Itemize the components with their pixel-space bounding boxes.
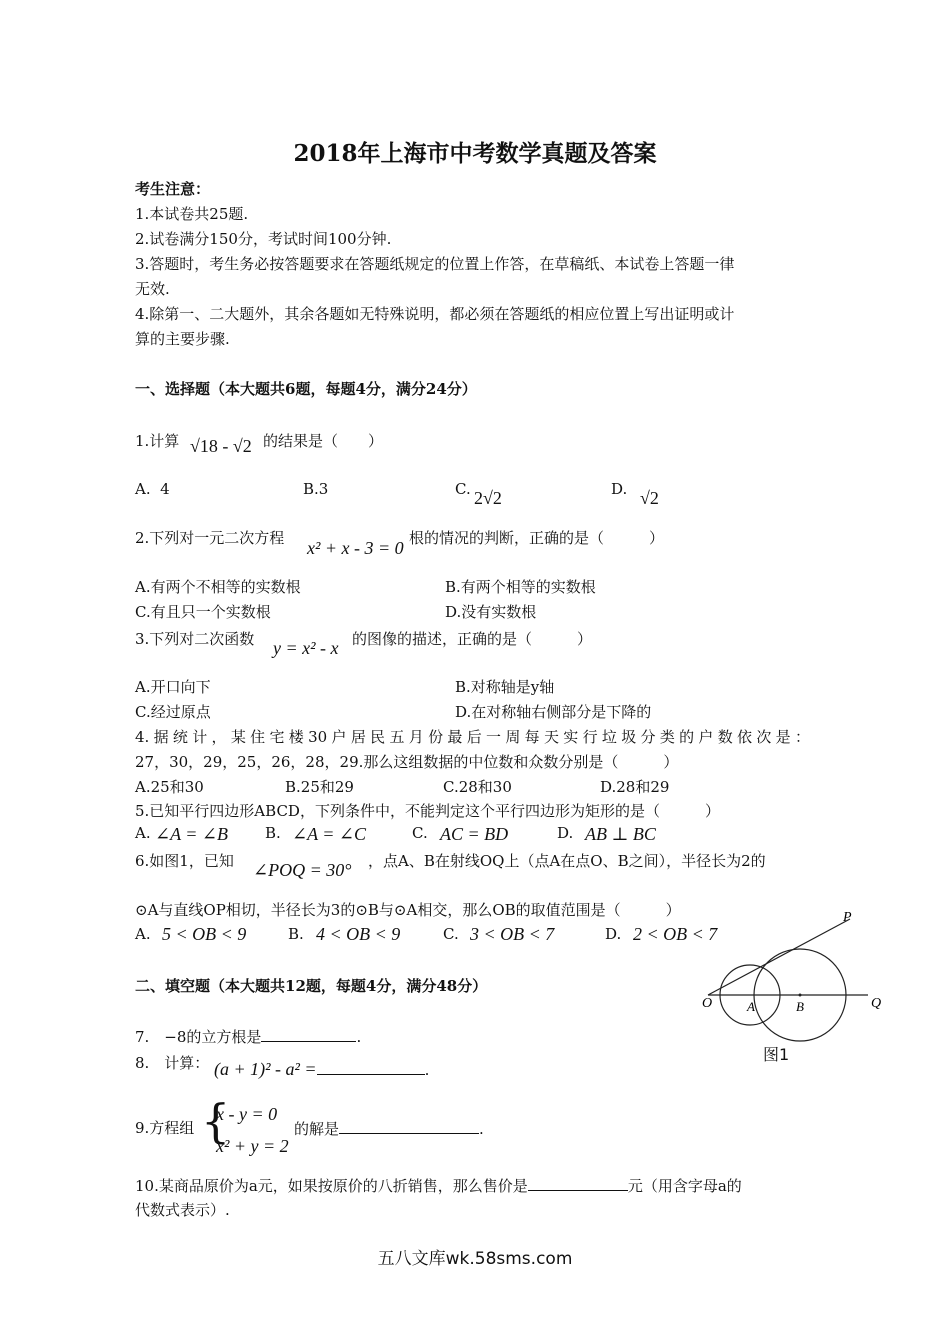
- q9-eq-2: x² + y = 2: [216, 1136, 289, 1156]
- q6-option-b-label: B.: [288, 925, 304, 943]
- q5-option-a: ∠A = ∠B: [155, 824, 228, 844]
- q8-prefix: 8. 计算：: [135, 1054, 210, 1072]
- notice-item-2: 2.试卷满分150分，考试时间100分钟.: [135, 230, 392, 248]
- label-q: Q: [871, 996, 882, 1011]
- q6-suffix: ，点A、B在射线OQ上（点A在点O、B之间），半径长为2的: [368, 852, 766, 870]
- figure-caption: 图1: [763, 1045, 790, 1064]
- q6-prefix: 6.如图1，已知: [135, 852, 234, 870]
- q2-expression: x² + x - 3 = 0: [307, 538, 404, 558]
- q3-option-d: D.在对称轴右侧部分是下降的: [455, 703, 652, 721]
- q2-option-a: A.有两个不相等的实数根: [135, 578, 301, 596]
- q1-expression: √18 - √2: [190, 436, 252, 456]
- q6-option-d: 2 < OB < 7: [633, 924, 718, 944]
- label-b: B: [796, 999, 804, 1014]
- q9-brace: {: [201, 1094, 231, 1148]
- q8-answer: (a + 1)² - a² = .: [214, 1059, 430, 1079]
- q6-option-b: 4 < OB < 9: [316, 924, 401, 944]
- q6-option-a-label: A.: [135, 925, 151, 943]
- q9-eq-1: x - y = 0: [216, 1104, 278, 1124]
- q9-blank: [339, 1117, 479, 1134]
- q4-line-1: 4.据统计，某住宅楼30户居民五月份最后一周每天实行垃圾分类的户数依次是：: [135, 728, 810, 746]
- q5-option-c: AC = BD: [440, 824, 509, 844]
- q7-blank: [261, 1025, 356, 1042]
- q7-text: 7. −8的立方根是 .: [135, 1025, 361, 1047]
- q9-suffix: 的解是 .: [294, 1117, 484, 1139]
- q8-blank: [317, 1058, 425, 1075]
- q2-prefix: 2.下列对一元二次方程: [135, 529, 285, 547]
- q9-prefix: 9.方程组: [135, 1119, 195, 1137]
- q1-option-b: B.3: [303, 480, 329, 498]
- q3-expression: y = x² - x: [273, 638, 339, 658]
- label-o: O: [702, 996, 713, 1011]
- q5-text: 5.已知平行四边形ABCD，下列条件中，不能判定这个平行四边形为矩形的是（ ）: [135, 802, 720, 820]
- q3-option-b: B.对称轴是y轴: [455, 678, 555, 696]
- q4-option-d: D.28和29: [600, 778, 670, 796]
- q3-option-c: C.经过原点: [135, 703, 211, 721]
- notice-item-4-cont: 算的主要步骤.: [135, 330, 230, 348]
- page-title: 2018年上海市中考数学真题及答案: [293, 140, 657, 167]
- q3-prefix: 3.下列对二次函数: [135, 630, 255, 648]
- point-b: [799, 994, 802, 997]
- q2-option-c: C.有且只一个实数根: [135, 603, 271, 621]
- q1-option-c: 2√2: [474, 488, 502, 508]
- q10-line-1: 10.某商品原价为a元，如果按原价的八折销售，那么售价是 元（用含字母a的: [135, 1174, 742, 1196]
- q2-suffix: 根的情况的判断，正确的是（ ）: [409, 529, 665, 547]
- q5-option-b-label: B.: [265, 824, 281, 842]
- notice-item-3: 3.答题时，考生务必按答题要求在答题纸规定的位置上作答，在草稿纸、本试卷上答题一律: [135, 255, 735, 273]
- notice-item-4: 4.除第一、二大题外，其余各题如无特殊说明，都必须在答题纸的相应位置上写出证明或计: [135, 305, 735, 323]
- q4-option-c: C.28和30: [443, 778, 512, 796]
- q3-suffix: 的图像的描述，正确的是（ ）: [352, 630, 593, 648]
- q6-option-d-label: D.: [605, 925, 622, 943]
- q5-option-d: AB ⊥ BC: [585, 824, 656, 844]
- notice-item-1: 1.本试卷共25题.: [135, 205, 249, 223]
- q1-prefix: 1.计算: [135, 432, 180, 450]
- q1-option-c-label: C.: [455, 480, 471, 498]
- q5-option-d-label: D.: [557, 824, 574, 842]
- q5-option-c-label: C.: [412, 824, 428, 842]
- q6-option-a: 5 < OB < 9: [162, 924, 247, 944]
- q10-blank: [528, 1174, 628, 1191]
- q4-option-a: A.25和30: [135, 778, 204, 796]
- notice-item-3-cont: 无效.: [135, 280, 170, 298]
- q1-suffix: 的结果是（ ）: [263, 432, 384, 450]
- q4-option-b: B.25和29: [285, 778, 354, 796]
- q4-line-2: 27，30，29，25，26，28，29.那么这组数据的中位数和众数分别是（ ）: [135, 753, 679, 771]
- section1-heading: 一、选择题（本大题共6题，每题4分，满分24分）: [135, 380, 477, 398]
- q6-option-c: 3 < OB < 7: [470, 924, 555, 944]
- footer-watermark: 五八文库wk.58sms.com: [377, 1249, 573, 1269]
- section2-heading: 二、填空题（本大题共12题，每题4分，满分48分）: [135, 977, 488, 995]
- q5-option-a-label: A.: [135, 824, 151, 842]
- notice-heading: 考生注意：: [135, 180, 211, 198]
- q10-line-2: 代数式表示）.: [135, 1201, 230, 1219]
- q2-option-b: B.有两个相等的实数根: [445, 578, 596, 596]
- label-p: P: [843, 910, 852, 925]
- q1-option-d-label: D.: [611, 480, 628, 498]
- label-a: A: [747, 999, 755, 1014]
- q1-option-d: √2: [640, 488, 659, 508]
- q6-line-2: ⊙A与直线OP相切，半径长为3的⊙B与⊙A相交，那么OB的取值范围是（ ）: [135, 901, 681, 919]
- q6-expression: ∠POQ = 30°: [253, 860, 352, 880]
- q6-option-c-label: C.: [443, 925, 459, 943]
- q1-option-a: A. 4: [135, 480, 170, 498]
- figure-1: [690, 905, 890, 1065]
- q2-option-d: D.没有实数根: [445, 603, 537, 621]
- q3-option-a: A.开口向下: [135, 678, 211, 696]
- q5-option-b: ∠A = ∠C: [292, 824, 366, 844]
- ray-op: [708, 919, 850, 995]
